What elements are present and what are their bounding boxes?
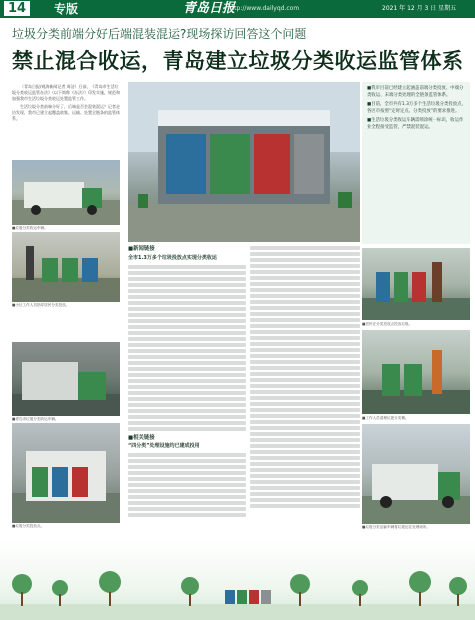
body-text-placeholder — [128, 265, 246, 431]
page-number: 14 — [4, 1, 30, 16]
highlight-item: ■目前，全市共有1.3万多个生活垃圾分类投放点，各区市按照“定时定点、分类投放”的要求推进。 — [367, 102, 466, 114]
photo-worker-bins — [362, 330, 470, 414]
main-photo-sorting-station — [128, 82, 360, 242]
photo-collection-truck — [12, 160, 120, 225]
footer-illustration — [0, 540, 475, 620]
highlights-box — [362, 82, 470, 244]
transport-illustration — [362, 424, 470, 524]
highlight-item: ■生活垃圾分类收运车辆需喷涂统一标识，收运作业全程接受监管，严禁混装混运。 — [367, 118, 464, 130]
subhead-label: ■相关链接 — [128, 434, 155, 441]
newspaper-logo: 青岛日报 — [183, 1, 236, 16]
body-text-placeholder — [250, 246, 360, 508]
highlights-text — [362, 82, 470, 132]
photo-caption: ■垃圾分类运输车辆将垃圾运往处理场所。 — [362, 525, 431, 529]
subhead-label: ■新闻链接 — [128, 246, 155, 252]
section-label: 专版 — [54, 2, 79, 16]
resident-illustration — [362, 248, 470, 320]
highlight-item: ■我市目前已经建立起涵盖前端分类投放、中端分类收运、末端分类处理的全链条监管体系。 — [367, 86, 464, 98]
photo-caption: ■小区工作人员指导居民分类投放。 — [12, 303, 70, 307]
bins-illustration — [12, 232, 120, 302]
footer-trees-bins-illustration — [0, 540, 475, 620]
article-kicker: 垃圾分类前端分好后端混装混运?现场探访回答这个问题 — [12, 27, 307, 41]
intro-paragraph: （青岛日报/观海新闻记者 周洁）日前，《青岛市生活垃圾分类收运监管办法》（以下简称《办法》）印发实施，规范和加强我市生活垃圾分类收运处置监管工作。 — [12, 84, 120, 101]
collection-point-illustration — [12, 423, 120, 523]
article-headline: 禁止混合收运，青岛建立垃圾分类收运监管体系 — [12, 49, 464, 73]
article-column-3 — [250, 246, 360, 512]
subhead-title: “四分类”处理设施均已建成投用 — [128, 443, 200, 449]
newspaper-url: http://www.dailyqd.com — [228, 5, 300, 12]
sorting-station-illustration — [128, 82, 360, 242]
photo-collection-point — [12, 423, 120, 523]
article-column-2 — [128, 246, 246, 521]
subhead-title: 全市1.3万多个垃圾投放点实现分类收运 — [128, 254, 217, 261]
article-intro — [12, 84, 120, 124]
intro-paragraph: 生活垃圾分类前端分好了，后端是否会混装混运？记者走访发现，我市已建立起覆盖收集、运输、处置全链条的监管体系。 — [12, 104, 120, 121]
photo-sanitation-truck — [12, 342, 120, 416]
body-text-placeholder — [128, 453, 246, 517]
photo-transport-truck — [362, 424, 470, 524]
photo-caption: ■居民在分类投放点投放垃圾。 — [362, 322, 413, 326]
truck-illustration — [12, 160, 120, 225]
photo-bins-sorting — [12, 232, 120, 302]
issue-date: 2021 年 12 月 3 日 星期五 — [382, 5, 457, 12]
photo-caption: ■青岛市垃圾分类收运车辆。 — [12, 417, 59, 421]
photo-resident-sorting — [362, 248, 470, 320]
photo-caption: ■垃圾分类投放点。 — [12, 524, 45, 528]
worker-illustration — [362, 330, 470, 414]
sanitation-illustration — [12, 342, 120, 416]
photo-caption: ■垃圾分类收运车辆。 — [12, 226, 48, 230]
photo-caption: ■工作人员清理垃圾分类桶。 — [362, 416, 409, 420]
